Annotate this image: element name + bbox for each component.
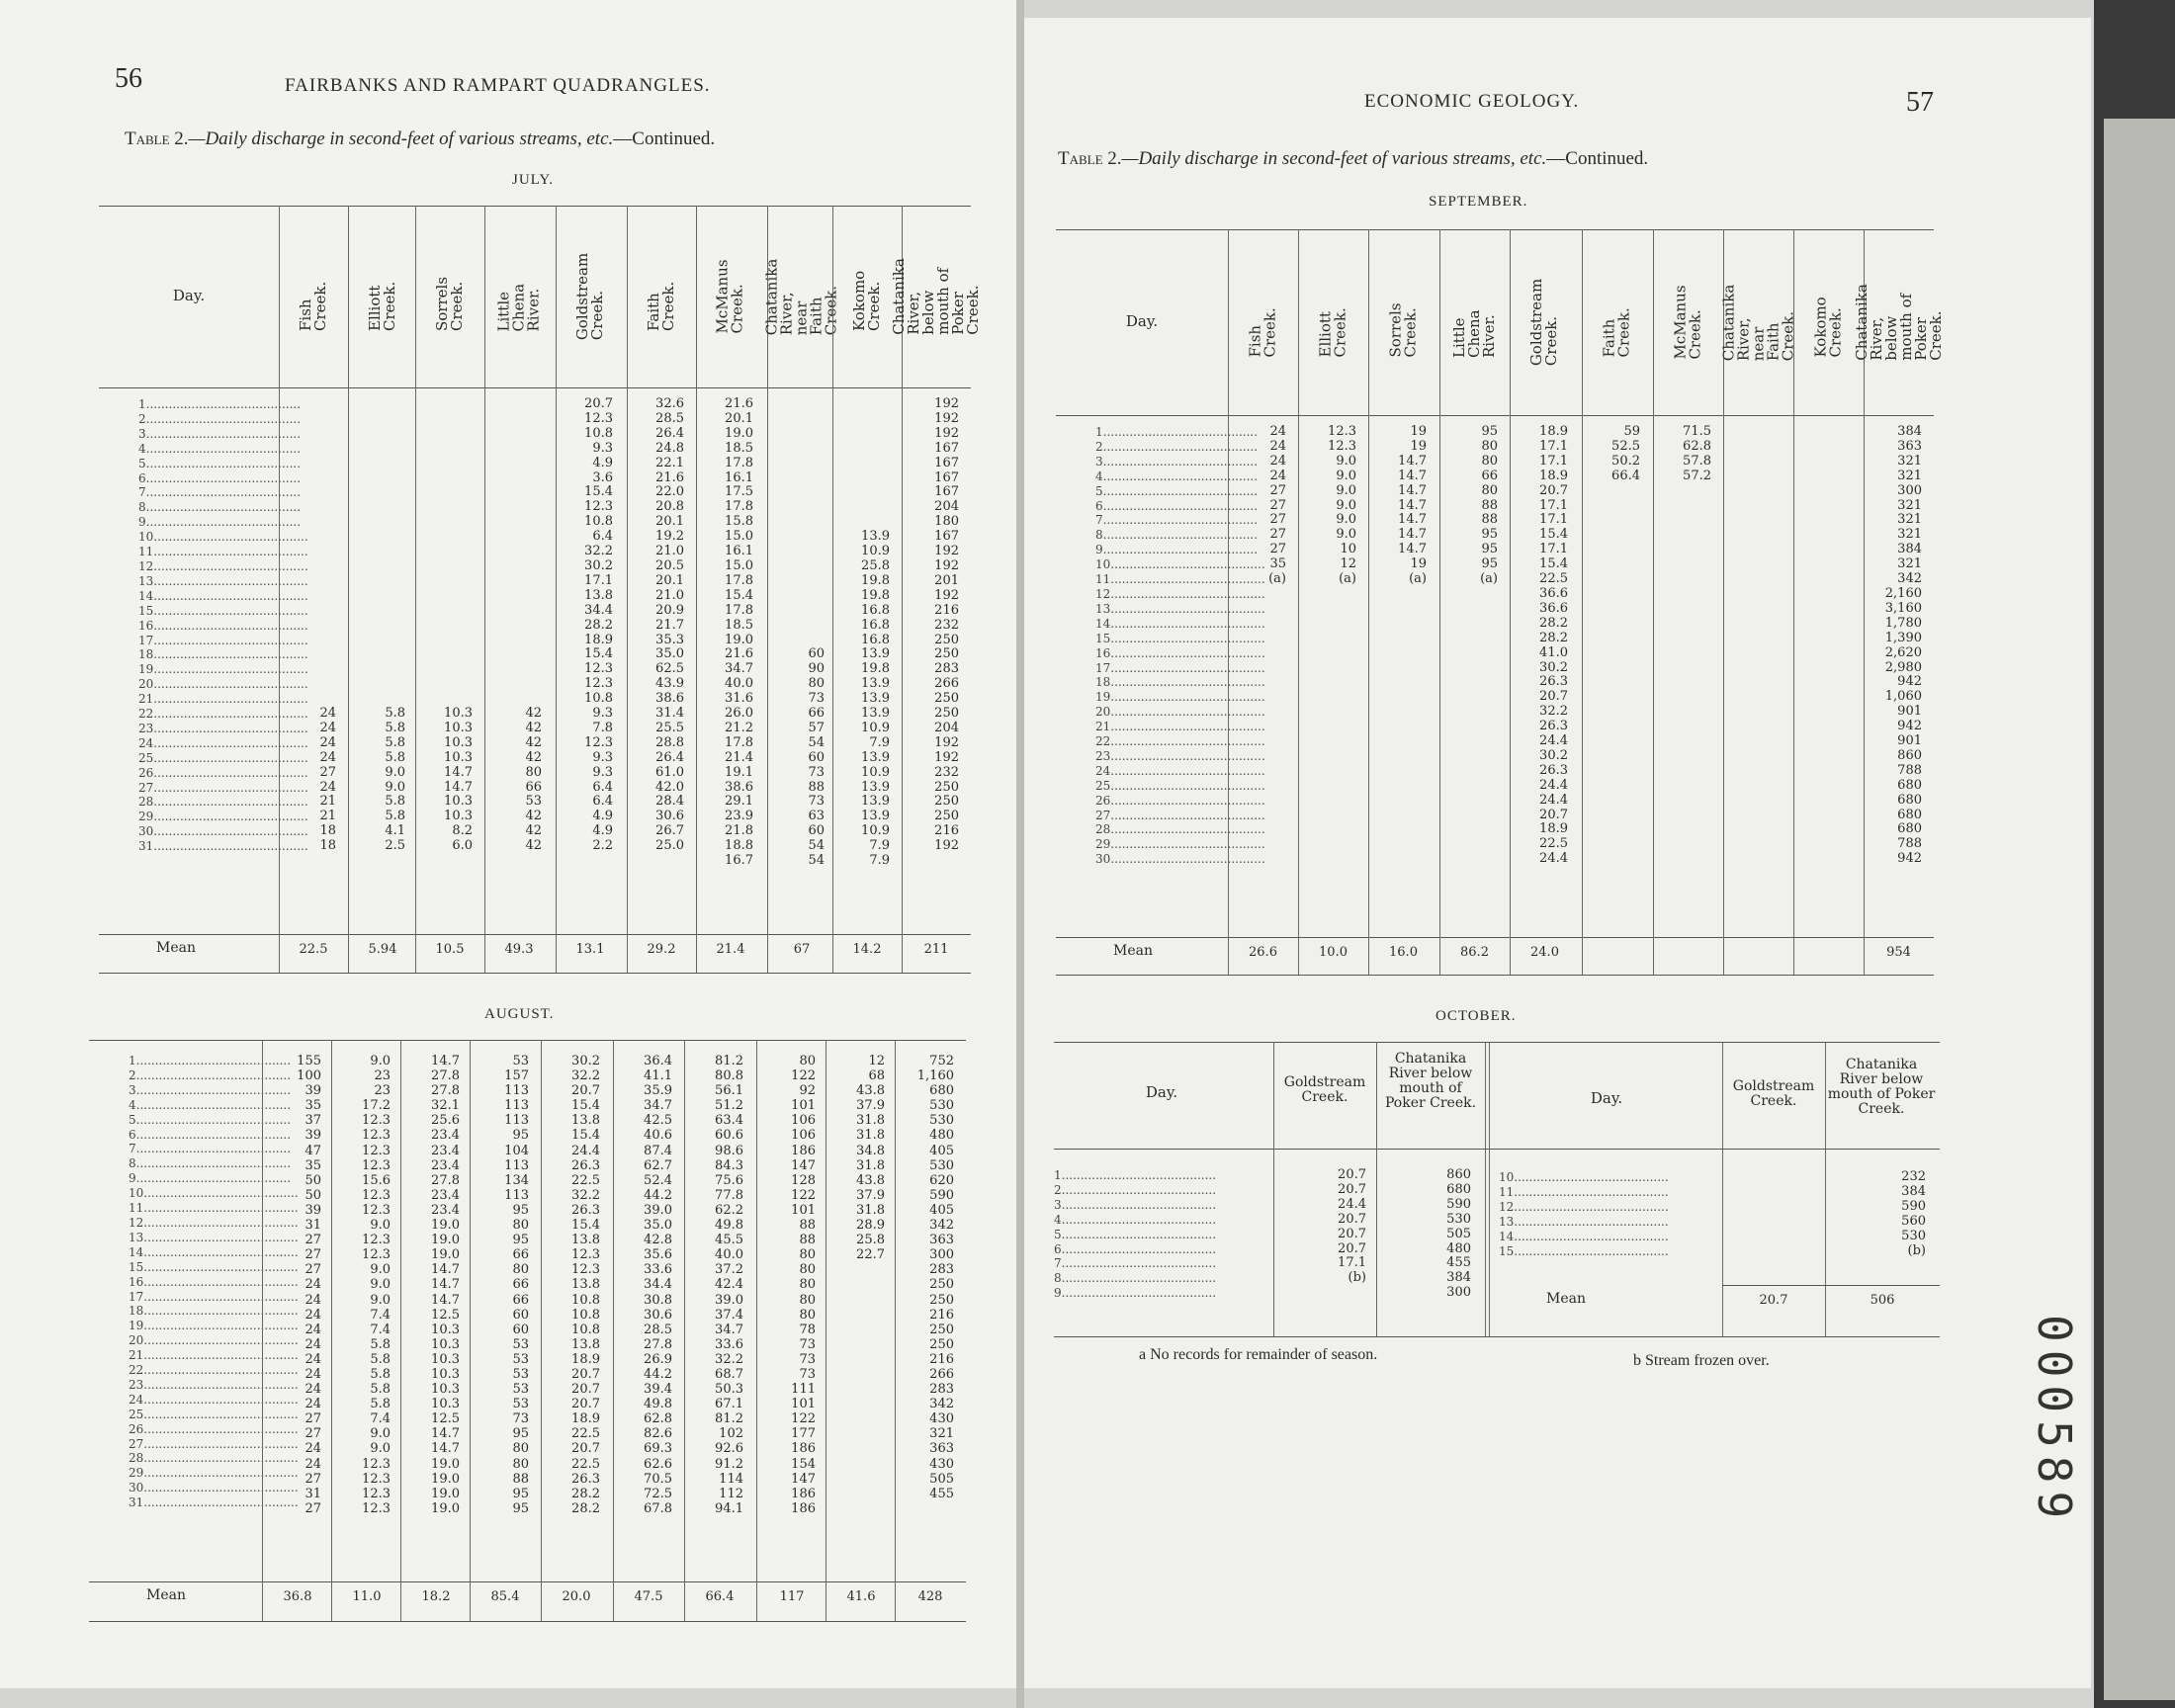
column-rule: [541, 1040, 542, 1621]
column-header-text: Faith Creek.: [645, 281, 677, 331]
oct-column-rule: [1376, 1042, 1377, 1336]
oct-column-rule: [1485, 1042, 1486, 1336]
july-column-values: 10.3 10.3 10.3 10.3 14.7 14.7 10.3 10.3 8.2 6.0: [444, 706, 473, 854]
column-header-text: Chatanika River, near Faith Creek.: [1719, 284, 1797, 361]
column-header-text: Chatanika River, below mouth of Poker Creek.: [890, 258, 983, 335]
july-column-mean: 29.2: [647, 942, 676, 957]
column-header-text: Kokomo Creek.: [1811, 297, 1845, 358]
july-column-mean: 5.94: [368, 942, 397, 957]
header-rule: [99, 387, 971, 388]
oct-column-rule: [1489, 1042, 1490, 1336]
august-column-mean: 11.0: [352, 1589, 382, 1604]
caption-end: —Continued.: [1546, 148, 1649, 169]
september-col-header: [1582, 229, 1652, 415]
column-header-text: Sorrels Creek.: [1386, 302, 1420, 358]
september-mean-label: Mean: [1113, 943, 1153, 959]
oct-day-header-right: Day.: [1590, 1089, 1623, 1107]
oct-left-chatanika-values: 860 680 590 530 505 480 455 384 300: [1446, 1167, 1471, 1301]
august-day-labels: 1......................................... 2......................................... 3......................................... 4......................................... 5......................................... 6......................................... 7......................................... 8......................................... 9......................................... 10......................................... 11......................................... 12......................................... 13......................................... 14......................................... 15......................................... 16......................................... 17......................................... 18......................................... 19......................................... 20......................................... 21......................................... 22......................................... 23......................................... 24......................................... 25......................................... 26......................................... 27......................................... 28......................................... 29......................................... 30......................................... 31.........................................: [129, 1054, 299, 1510]
table-bottom-rule: [99, 973, 971, 974]
july-column-mean: 13.1: [575, 942, 605, 957]
mean-rule: [99, 934, 971, 935]
august-column-values: 80 122 92 101 106 106 186 147 128 122 101 88 88 80 80 80 80 80 78 73 73 73 111 101 122 177 186 154 147 186 186: [791, 1054, 816, 1516]
july-column-mean: 67: [793, 942, 811, 957]
september-column-values: 24 24 24 24 27 27 27 27 27 35 (a): [1268, 424, 1286, 587]
august-mean-label: Mean: [146, 1587, 186, 1603]
column-header-text: Elliott Creek.: [1316, 307, 1349, 358]
column-header-text: Kokomo Creek.: [850, 270, 883, 331]
august-column-mean: 85.4: [490, 1589, 520, 1604]
column-rule: [613, 1040, 614, 1621]
september-col-header: [1298, 229, 1368, 415]
caption-label: Table 2.: [1058, 148, 1122, 169]
september-column-values: 12.3 12.3 9.0 9.0 9.0 9.0 9.0 9.0 10 12 (a): [1328, 424, 1356, 587]
september-col-header: [1719, 229, 1797, 415]
august-column-values: 81.2 80.8 56.1 51.2 63.4 60.6 98.6 84.3 75.6 77.8 62.2 49.8 45.5 40.0 37.2 42.4 39.0 37.4 34.7 33.6 32.2 68.7 50.3 67.1 81.2 102 92.6 91.2 114 112 94.1: [715, 1054, 743, 1516]
column-header-text: Goldstream Creek.: [1527, 278, 1561, 367]
august-column-values: 155 100 39 35 37 39 47 35 50 50 39 31 27 27 27 24 24 24 24 24 24 24 24 24 27 27 24 24 27 31 27: [297, 1054, 321, 1516]
september-heading: SEPTEMBER.: [1429, 194, 1528, 210]
oct-goldstream-header-right: Goldstream Creek.: [1732, 1078, 1815, 1109]
september-column-values: 95 80 80 66 80 88 88 95 95 95 (a): [1480, 424, 1498, 587]
september-column-mean: 10.0: [1319, 945, 1348, 960]
july-column-values: 60 90 80 73 66 57 54 60 73 88 73 63 60 54 54: [808, 646, 825, 869]
july-column-values: 5.8 5.8 5.8 5.8 9.0 9.0 5.8 5.8 4.1 2.5: [385, 706, 405, 854]
july-day-header: Day.: [172, 287, 206, 304]
left-running-head: FAIRBANKS AND RAMPART QUADRANGLES.: [285, 75, 711, 96]
column-header-text: Fish Creek.: [1246, 307, 1279, 358]
oct-right-days: 10......................................... 11......................................... 12......................................... 13......................................... 14......................................... 15.........................................: [1499, 1170, 1669, 1258]
header-rule: [1056, 415, 1934, 416]
july-column-values: 24 24 24 24 27 24 21 21 18 18: [319, 706, 336, 854]
july-col-header: [348, 206, 417, 387]
september-col-header: [1510, 229, 1580, 415]
july-column-mean: 14.2: [852, 942, 882, 957]
september-column-values: 71.5 62.8 57.8 57.2: [1683, 424, 1711, 483]
column-rule: [684, 1040, 685, 1621]
july-column-values: 13.9 10.9 25.8 19.8 19.8 16.8 16.8 16.8 13.9 19.8 13.9 13.9 13.9 10.9 7.9 13.9 10.9 13.9 13.9 13.9 10.9 7.9 7.9: [861, 529, 890, 869]
table-bottom-rule: [1056, 975, 1934, 976]
table-top-rule: [89, 1040, 966, 1041]
september-column-mean: 26.6: [1249, 945, 1277, 960]
july-column-values: 32.6 28.5 26.4 24.8 22.1 21.6 22.0 20.8 20.1 19.2 21.0 20.5 20.1 21.0 20.9 21.7 35.3 35.0 62.5 43.9 38.6 31.4 25.5 28.8 26.4 61.0 42.0 28.4 30.6 26.7 25.0: [655, 396, 684, 854]
oct-chatanika-header-right: Chatanika River below mouth of Poker Creek.: [1827, 1057, 1936, 1117]
august-column-values: 36.4 41.1 35.9 34.7 42.5 40.6 87.4 62.7 52.4 44.2 39.0 35.0 42.8 35.6 33.6 34.4 30.8 30.6 28.5 27.8 26.9 44.2 39.4 49.8 62.8 82.6 69.3 62.6 70.5 72.5 67.8: [644, 1054, 672, 1516]
july-column-values: 20.7 12.3 10.8 9.3 4.9 3.6 15.4 12.3 10.8 6.4 32.2 30.2 17.1 13.8 34.4 28.2 18.9 15.4 12.3 12.3 10.8 9.3 7.8 12.3 9.3 9.3 6.4 6.4 4.9 4.9 2.2: [584, 396, 613, 854]
caption-title: —Daily discharge in second-feet of various streams, etc.: [188, 128, 614, 149]
footnote-a: a No records for remainder of season.: [1139, 1346, 1378, 1363]
column-rule: [470, 1040, 471, 1621]
august-column-mean: 117: [779, 1589, 805, 1604]
right-page-number: 57: [1906, 87, 1934, 118]
mean-rule: [1056, 937, 1934, 938]
september-column-values: 19 19 14.7 14.7 14.7 14.7 14.7 14.7 14.7 19 (a): [1398, 424, 1427, 587]
column-header-text: Sorrels Creek.: [433, 276, 466, 331]
column-header-text: Little Chena River.: [494, 283, 543, 331]
september-col-header: [1852, 229, 1945, 415]
july-column-values: 192 192 192 167 167 167 167 204 180 167 192 192 201 192 216 232 250 250 283 266 250 250 204 192 192 232 250 250 250 216 192: [934, 396, 959, 854]
column-header-text: Chatanika River, below mouth of Poker Creek.: [1852, 284, 1945, 361]
column-rule: [331, 1040, 332, 1621]
july-col-header: [890, 206, 983, 387]
column-header-text: Faith Creek.: [1600, 307, 1633, 358]
oct-mean-label: Mean: [1546, 1291, 1586, 1307]
august-column-values: 9.0 23 23 17.2 12.3 12.3 12.3 12.3 15.6 12.3 12.3 9.0 12.3 12.3 9.0 9.0 9.0 7.4 7.4 5.8 5.8 5.8 5.8 5.8 7.4 9.0 9.0 12.3 12.3 12.3 12.3: [362, 1054, 391, 1516]
september-day-labels: 1......................................... 2......................................... 3......................................... 4......................................... 5......................................... 6......................................... 7......................................... 8......................................... 9......................................... 10......................................... 11......................................... 12......................................... 13......................................... 14......................................... 15......................................... 16......................................... 17......................................... 18......................................... 19......................................... 20......................................... 21......................................... 22......................................... 23......................................... 24......................................... 25......................................... 26......................................... 27......................................... 28......................................... 29......................................... 30.........................................: [1095, 425, 1265, 867]
column-rule: [262, 1040, 263, 1621]
oct-chatanika-header-left: Chatanika River below mouth of Poker Creek.: [1384, 1051, 1477, 1111]
july-mean-label: Mean: [156, 940, 196, 956]
oct-column-rule: [1273, 1042, 1274, 1336]
september-col-header: [1368, 229, 1438, 415]
august-column-values: 30.2 32.2 20.7 15.4 13.8 15.4 24.4 26.3 22.5 32.2 26.3 15.4 13.8 12.3 12.3 13.8 10.8 10.8 10.8 13.8 18.9 20.7 20.7 20.7 18.9 22.5 20.7 22.5 26.3 28.2 28.2: [571, 1054, 600, 1516]
column-header-text: Chatanika River, near Faith Creek.: [762, 258, 840, 335]
august-column-mean: 66.4: [705, 1589, 735, 1604]
july-day-labels: 1......................................... 2......................................... 3......................................... 4......................................... 5......................................... 6......................................... 7......................................... 8......................................... 9......................................... 10......................................... 11......................................... 12......................................... 13......................................... 14......................................... 15......................................... 16......................................... 17......................................... 18......................................... 19......................................... 20......................................... 21......................................... 22......................................... 23......................................... 24......................................... 25......................................... 26......................................... 27......................................... 28......................................... 29......................................... 30......................................... 31.........................................: [138, 397, 308, 854]
column-header-text: Little Chena River.: [1450, 308, 1498, 358]
oct-header-rule: [1054, 1149, 1940, 1150]
september-column-values: 59 52.5 50.2 66.4: [1611, 424, 1640, 483]
september-col-header: [1439, 229, 1510, 415]
september-column-mean: 16.0: [1389, 945, 1418, 960]
july-column-mean: 49.3: [504, 942, 534, 957]
september-column-mean: 954: [1886, 945, 1911, 960]
july-column-values: 42 42 42 42 80 66 53 42 42 42: [525, 706, 542, 854]
table-bottom-rule: [89, 1621, 966, 1622]
oct-left-days: 1......................................... 2......................................... 3......................................... 4......................................... 5......................................... 6......................................... 7......................................... 8......................................... 9.........................................: [1054, 1168, 1217, 1301]
august-heading: AUGUST.: [484, 1006, 555, 1022]
august-column-mean: 47.5: [634, 1589, 663, 1604]
footnote-b: b Stream frozen over.: [1633, 1352, 1770, 1369]
august-column-mean: 18.2: [421, 1589, 451, 1604]
left-page-number: 56: [115, 63, 142, 94]
column-header-text: McManus Creek.: [714, 259, 746, 334]
scan-edge-inner: [2104, 119, 2175, 1700]
september-column-values: 18.9 17.1 17.1 18.9 20.7 17.1 17.1 15.4 17.1 15.4 22.5 36.6 36.6 28.2 28.2 41.0 30.2 26.3 20.7 32.2 26.3 24.4 30.2 26.3 24.4 24.4 20.7 18.9 22.5 24.4: [1539, 424, 1568, 867]
september-col-header: [1653, 229, 1723, 415]
right-table-caption: [1058, 148, 1648, 170]
archive-stamp: 000589: [2028, 1315, 2081, 1527]
july-column-values: 21.6 20.1 19.0 18.5 17.8 16.1 17.5 17.8 15.8 15.0 16.1 15.0 17.8 15.4 17.8 18.5 19.0 21.6 34.7 40.0 31.6 26.0 21.2 17.8 21.4 19.1 38.6 29.1 23.9 21.8 18.8 16.7: [725, 396, 753, 869]
caption-title: —Daily discharge in second-feet of various streams, etc.: [1121, 148, 1547, 169]
august-column-mean: 36.8: [283, 1589, 312, 1604]
july-column-mean: 22.5: [299, 942, 328, 957]
august-column-values: 752 1,160 680 530 530 480 405 530 620 590 405 342 363 300 283 250 250 216 250 250 216 266 283 342 430 321 363 430 505 455: [916, 1054, 954, 1501]
column-header-text: Fish Creek.: [297, 281, 329, 331]
oct-goldstream-header-left: Goldstream Creek.: [1283, 1074, 1366, 1105]
july-column-mean: 10.5: [435, 942, 465, 957]
mean-rule: [89, 1581, 966, 1582]
oct-mean-chatanika: 506: [1870, 1293, 1895, 1308]
oct-top-rule: [1054, 1042, 1940, 1043]
august-column-mean: 20.0: [562, 1589, 591, 1604]
september-day-header: Day.: [1125, 312, 1159, 330]
july-column-mean: 21.4: [716, 942, 745, 957]
july-col-header: [627, 206, 696, 387]
book-spine: [1016, 0, 1024, 1708]
oct-mean-goldstream: 20.7: [1759, 1293, 1788, 1308]
column-header-text: McManus Creek.: [1671, 285, 1704, 360]
september-column-mean: 86.2: [1460, 945, 1489, 960]
july-col-header: [696, 206, 765, 387]
oct-bottom-rule: [1054, 1336, 1940, 1337]
oct-right-chatanika-values: 232 384 590 560 530 (b): [1901, 1169, 1926, 1258]
column-rule: [756, 1040, 757, 1621]
august-column-values: 12 68 43.8 37.9 31.8 31.8 34.8 31.8 43.8 37.9 31.8 28.9 25.8 22.7: [856, 1054, 885, 1263]
october-heading: OCTOBER.: [1436, 1008, 1517, 1024]
column-header-text: Goldstream Creek.: [573, 252, 607, 341]
august-column-mean: 41.6: [846, 1589, 876, 1604]
july-heading: JULY.: [512, 172, 554, 188]
caption-end: —Continued.: [613, 128, 716, 149]
august-column-values: 53 157 113 113 113 95 104 113 134 113 95 80 95 66 80 66 66 60 60 53 53 53 53 53 73 95 80 80 88 95 95: [504, 1054, 529, 1516]
july-col-header: [762, 206, 840, 387]
august-column-values: 14.7 27.8 27.8 32.1 25.6 23.4 23.4 23.4 27.8 23.4 23.4 19.0 19.0 19.0 14.7 14.7 14.7 12.5 10.3 10.3 10.3 10.3 10.3 10.3 12.5 14.7 14.7 19.0 19.0 19.0 19.0: [431, 1054, 460, 1516]
july-col-header: [415, 206, 484, 387]
august-column-mean: 428: [917, 1589, 943, 1604]
column-header-text: Elliott Creek.: [366, 281, 398, 331]
left-table-caption: [125, 128, 715, 150]
oct-mean-rule: [1722, 1285, 1940, 1286]
september-column-mean: 24.0: [1530, 945, 1559, 960]
column-rule: [895, 1040, 896, 1621]
right-running-head: ECONOMIC GEOLOGY.: [1364, 91, 1580, 112]
column-rule: [400, 1040, 401, 1621]
september-column-values: 384 363 321 321 300 321 321 321 384 321 342 2,160 3,160 1,780 1,390 2,620 2,980 942 1,060 901 942 901 860 788 680 680 680 680 788 942: [1884, 424, 1922, 867]
july-column-mean: 211: [923, 942, 949, 957]
july-col-header: [556, 206, 625, 387]
july-col-header: [279, 206, 348, 387]
july-col-header: [484, 206, 554, 387]
oct-day-header-left: Day.: [1145, 1083, 1178, 1101]
oct-left-goldstream-values: 20.7 20.7 24.4 20.7 20.7 20.7 17.1 (b): [1338, 1167, 1366, 1286]
september-col-header: [1228, 229, 1298, 415]
caption-label: Table 2.: [125, 128, 189, 149]
